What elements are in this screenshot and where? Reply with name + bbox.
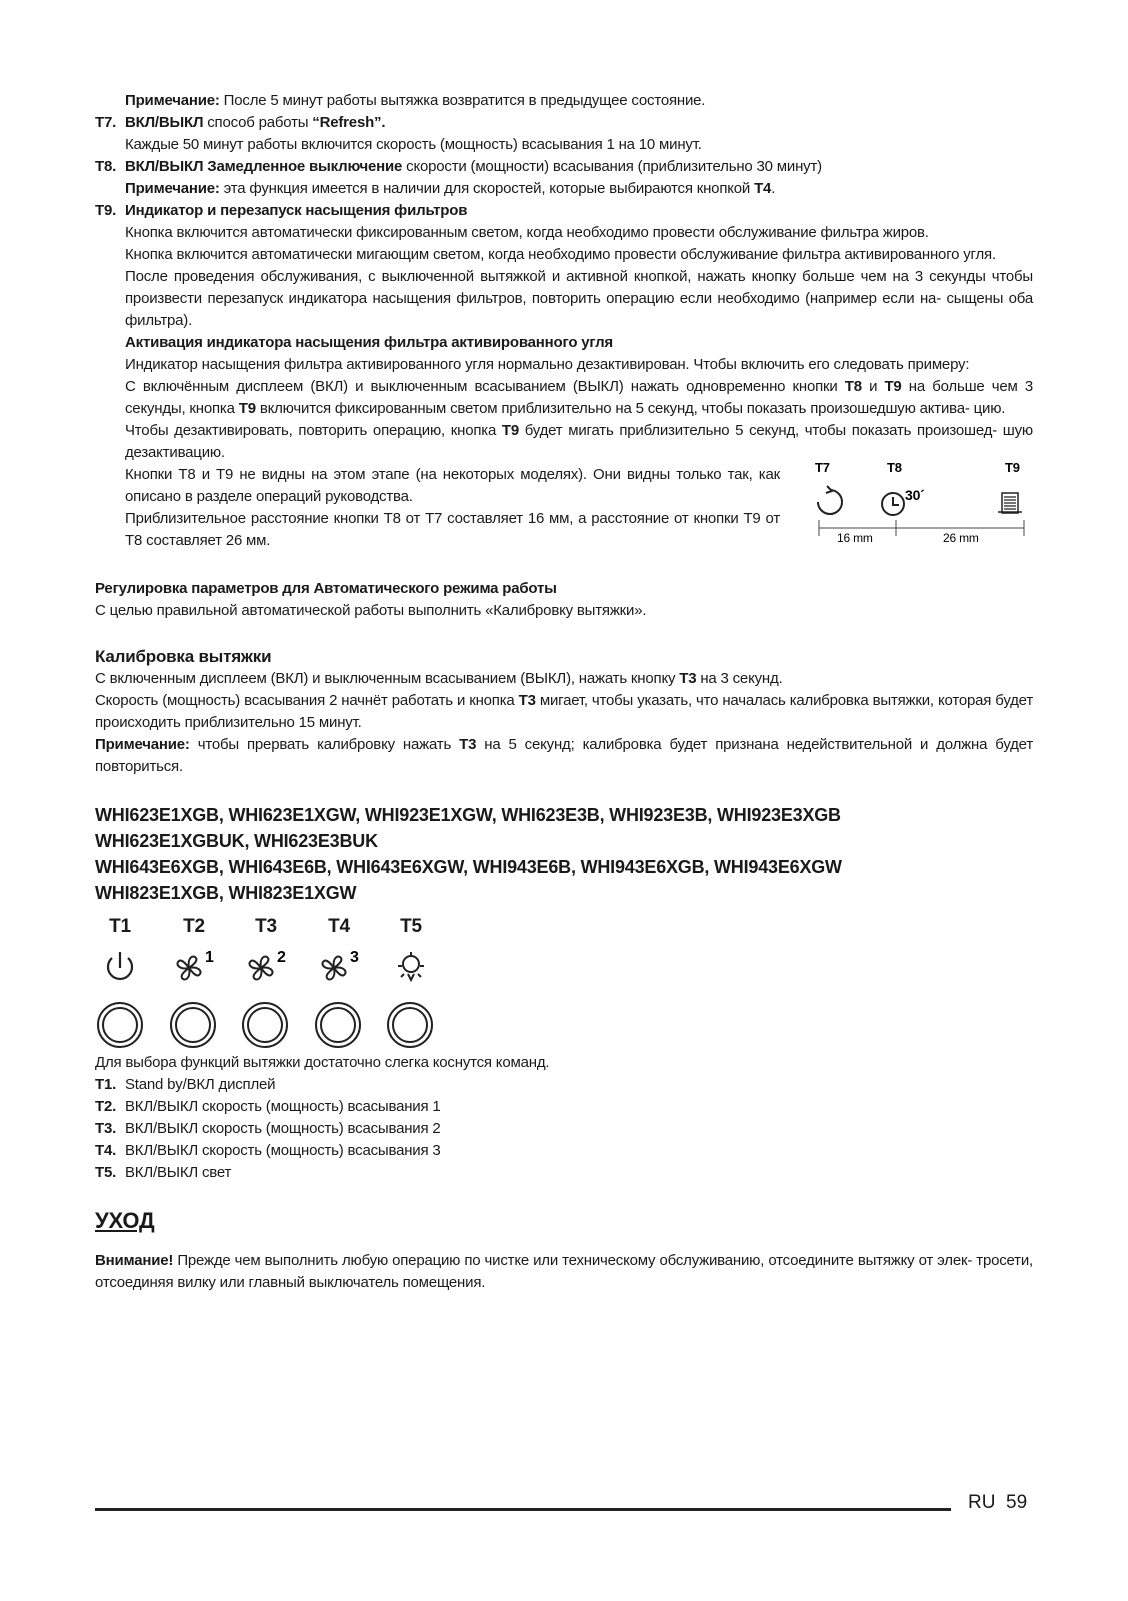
item-text: ВКЛ/ВЫКЛ скорость (мощность) всасывания 1 [125,1098,441,1115]
function-item [95,1118,1033,1140]
text: С включённым дисплеем (ВКЛ) и выключенным всасыванием (ВЫКЛ) нажать одновременно кнопки [125,378,845,395]
warning-text: Прежде чем выполнить любую операцию по чистке или техническому обслуживанию, отсоедините вытяжку от элек- тросети, отсоединяя вилку или главный выключатель помещения. [95,1252,1033,1291]
item-text: ВКЛ/ВЫКЛ скорость (мощность) всасывания 3 [125,1142,441,1159]
control-panel-diagram [95,916,1033,1052]
footer-language: RU [968,1492,996,1513]
item-code: T5. [95,1164,117,1181]
dim-16mm: 16 mm [837,531,873,544]
text: на больше чем 3 секунды, кнопка [125,378,1033,417]
key-ref: T3 [518,692,536,709]
text: на 5 секунд; калибровка будет признана недействительной и должна будет повториться. [95,736,1033,775]
warning-label: Внимание! [95,1252,174,1269]
model-line: WHI623E1XGBUK, WHI623E3BUK [95,831,378,851]
item-code: T9. [95,202,117,219]
item-code: T2. [95,1098,117,1115]
item-title: ВКЛ/ВЫКЛ [125,114,204,131]
item-code: T4. [95,1142,117,1159]
punct: . [771,180,776,197]
refresh-icon [818,486,842,514]
footer [968,1492,1027,1514]
item-text: скорости (мощности) всасывания (приблизительно 30 минут) [402,158,822,175]
text: Скорость (мощность) всасывания 2 начнёт работать и кнопка [95,692,519,709]
note-label: Примечание: [125,180,220,197]
model-list [95,802,1033,906]
item-title: Индикатор и перезапуск насыщения фильтров [125,202,468,219]
item-title: ВКЛ/ВЫКЛ Замедленное выключение [125,158,403,175]
power-icon [95,946,145,990]
function-item [95,1074,1033,1096]
key-ref: T9 [501,422,519,439]
touch-button-t2[interactable] [170,1002,216,1048]
model-line: WHI623E1XGB, WHI623E1XGW, WHI923E1XGW, WHI623E3B, WHI923E3B, WHI923E3XGB [95,805,841,825]
item-t7 [95,112,1033,156]
item-note [125,178,1033,200]
calibration-note [95,734,1033,778]
calibration-step-1 [95,668,1033,690]
text: включится фиксированным светом приблизительно на 5 секунд, чтобы показать произошедшую актива- цию. [255,400,1006,417]
text: Чтобы дезактивировать, повторить операцию, кнопка [125,422,502,439]
section-heading-auto: Регулировка параметров для Автоматического режима работы [95,580,557,597]
item-code: T1. [95,1076,117,1093]
fan-speed-2-icon [241,946,291,990]
key-ref: T9 [884,378,902,395]
label-t3: T3 [255,916,277,937]
touch-button-t3[interactable] [242,1002,288,1048]
label-t4: T4 [328,916,350,937]
text: будет мигать приблизительно 5 секунд, чтобы показать произошед- шую дезактивацию. [125,422,1033,461]
item-text: ВКЛ/ВЫКЛ скорость (мощность) всасывания 2 [125,1120,441,1137]
paragraph: Кнопка включится автоматически мигающим светом, когда необходимо провести обслуживание фильтра активированного угля. [125,246,996,263]
paragraph: Индикатор насыщения фильтра активированного угля нормально дезактивирован. Чтобы включить его следовать примеру: [125,356,970,373]
item-code: T3. [95,1120,117,1137]
paragraph: Приблизительное расстояние кнопки T8 от T7 составляет 16 мм, а расстояние от кнопки T9 от T8 составляет 26 мм. [125,510,780,549]
care-warning [95,1250,1033,1294]
auto-text: С целью правильной автоматической работы выполнить «Калибровку вытяжки». [95,602,647,619]
filter-icon [998,493,1022,513]
label-t9: T9 [1005,460,1020,475]
item-text: ВКЛ/ВЫКЛ свет [125,1164,232,1181]
page-number: 59 [1006,1492,1028,1513]
text: на 3 секунд. [696,670,783,687]
fan-speed-1-icon [169,946,219,990]
note-label: Примечание: [95,736,190,753]
text: чтобы прервать калибровку нажать [189,736,460,753]
diagram-svg [805,460,1040,544]
subheading: Активация индикатора насыщения фильтра активированного угля [125,334,613,351]
fan-speed-3-icon [314,946,364,990]
item-code: T7. [95,114,117,131]
touch-button-t5[interactable] [387,1002,433,1048]
touch-button-t1[interactable] [97,1002,143,1048]
note-label: Примечание: [125,92,220,109]
note-text: эта функция имеется в наличии для скоростей, которые выбираются кнопкой [219,180,755,197]
label-t5: T5 [400,916,422,937]
touch-intro: Для выбора функций вытяжки достаточно слегка коснутся команд. [95,1054,550,1071]
item-code: T8. [95,158,117,175]
key-ref: T8 [844,378,862,395]
calibration-step-2 [95,690,1033,734]
item-quoted: “Refresh”. [312,114,386,131]
key-ref: T9 [238,400,256,417]
paragraph [125,376,1033,420]
model-line: WHI823E1XGB, WHI823E1XGW [95,883,357,903]
text: С включенным дисплеем (ВКЛ) и выключенным всасыванием (ВЫКЛ), нажать кнопку [95,670,680,687]
text: мигает, чтобы указать, что началась калибровка вытяжки, которая будет происходить приблизительно 15 минут. [95,692,1033,731]
function-item [95,1096,1033,1118]
key-ref: T3 [459,736,477,753]
button-distance-diagram [805,460,1040,544]
function-item [95,1162,1033,1184]
item-text: способ работы [203,114,313,131]
model-line: WHI643E6XGB, WHI643E6B, WHI643E6XGW, WHI943E6B, WHI943E6XGB, WHI943E6XGW [95,857,842,877]
timer-label: 30´ [905,487,925,503]
note-text: После 5 минут работы вытяжка возвратится в предыдущее состояние. [219,92,706,109]
item-text: Stand by/ВКЛ дисплей [125,1076,276,1093]
label-t1: T1 [109,916,131,937]
section-heading-calibration: Калибровка вытяжки [95,647,272,666]
label-t2: T2 [183,916,205,937]
paragraph: Кнопки T8 и T9 не видны на этом этапе (на некоторых моделях). Они видны только так, как описано в разделе операций руководства. [125,466,780,505]
item-t9 [95,200,1033,552]
speed-number: 1 [205,949,214,966]
dim-26mm: 26 mm [943,531,979,544]
label-t7: T7 [815,460,830,475]
paragraph: После проведения обслуживания, с выключенной вытяжкой и активной кнопкой, нажать кнопку больше чем на 3 секунды чтобы произвести перезапуск индикатора насыщения фильтров, повторить операцию если необходимо (например если на- сыщены оба фильтра). [125,268,1033,329]
key-ref: T3 [679,670,697,687]
speed-number: 3 [350,949,359,966]
paragraph: Кнопка включится автоматически фиксированным светом, когда необходимо провести обслуживание фильтра жиров. [125,224,929,241]
section-heading-care: УХОД [95,1208,155,1233]
item-t8 [95,156,1033,200]
key-ref: T4 [754,180,772,197]
paragraph [125,420,1033,464]
timer-icon [882,487,925,515]
text: и [861,378,885,395]
footer-rule [95,1508,951,1511]
speed-number: 2 [277,949,286,966]
document-body [95,90,1033,1294]
item-description: Каждые 50 минут работы включится скорость (мощность) всасывания 1 на 10 минут. [125,136,702,153]
light-icon [386,946,436,990]
touch-button-t4[interactable] [315,1002,361,1048]
note-paragraph [95,90,1033,112]
label-t8: T8 [887,460,902,475]
function-item [95,1140,1033,1162]
